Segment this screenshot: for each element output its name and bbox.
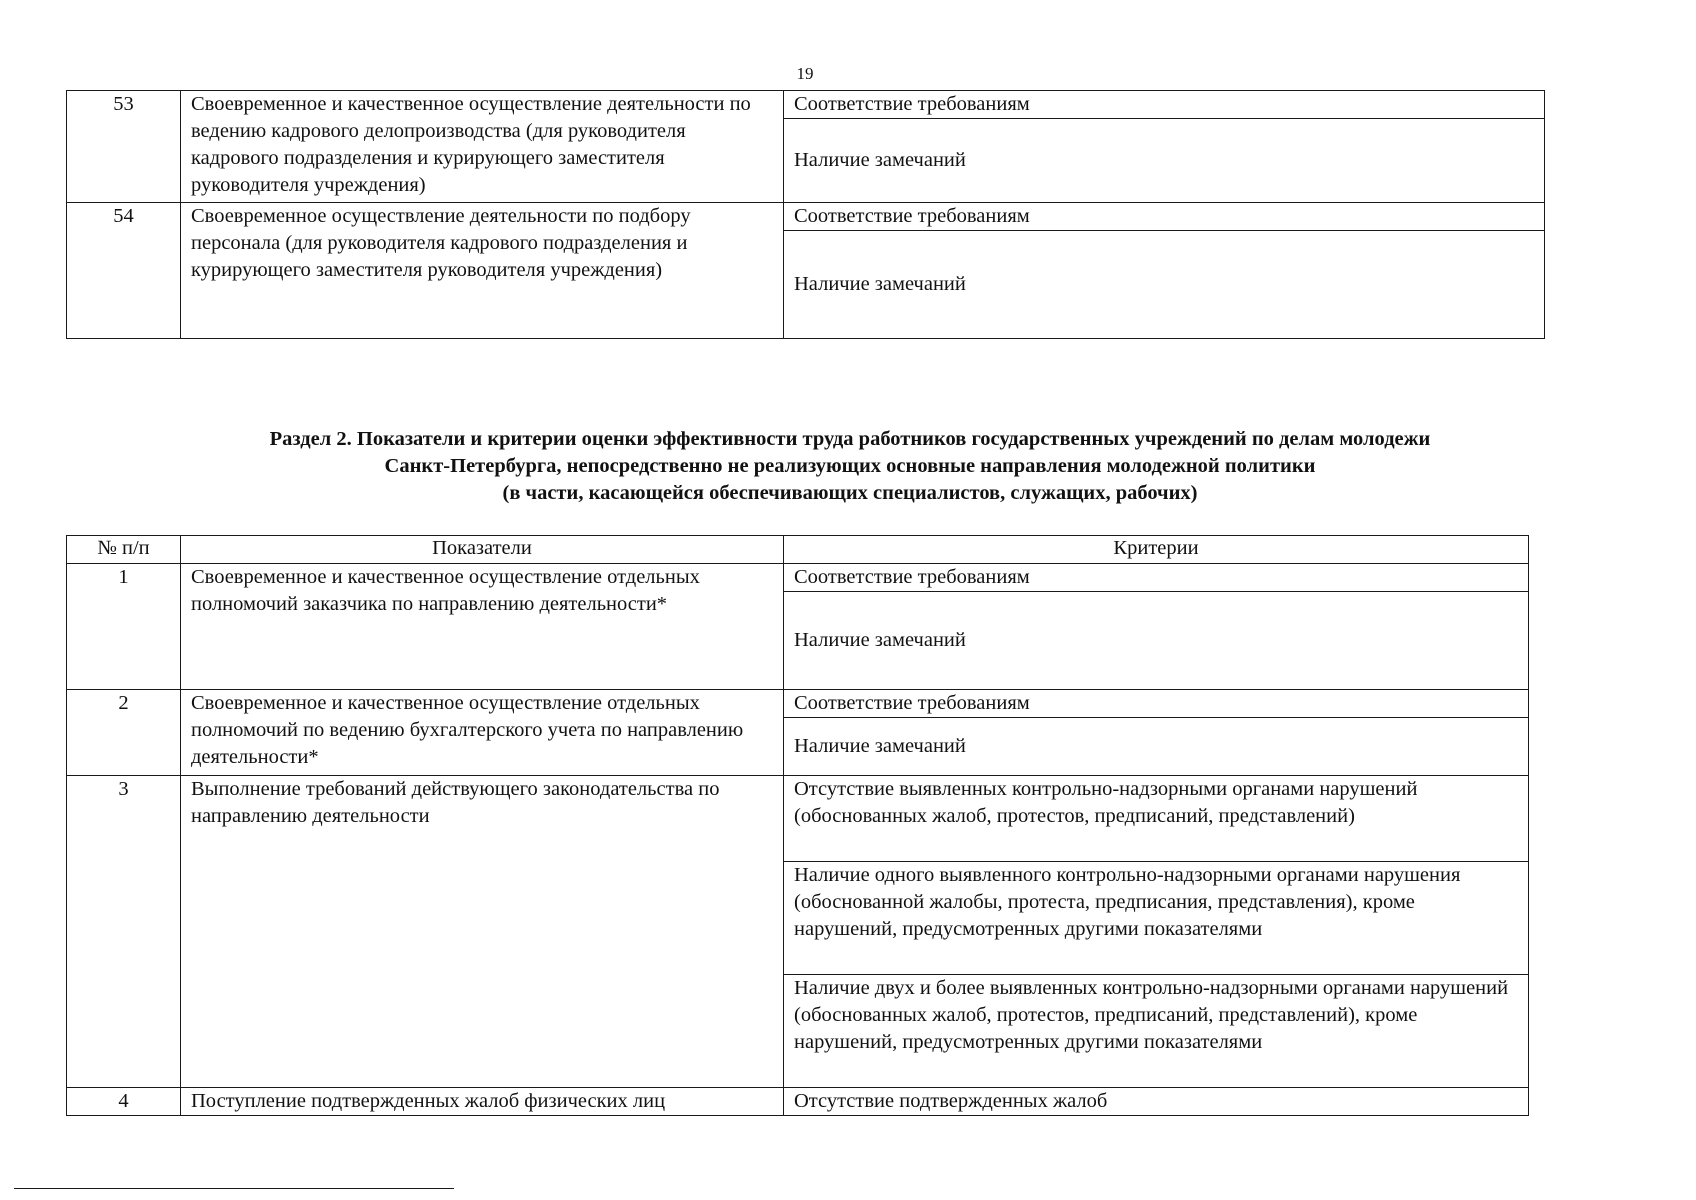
table-row	[67, 690, 1529, 718]
table-row	[67, 776, 1529, 862]
table-header-row	[67, 536, 1529, 564]
row-number: 2	[67, 690, 181, 776]
criterion-text: Наличие одного выявленного контрольно-надзорными органами нарушения (обоснованной жалобы, протеста, предписания, представления), кроме нарушений, предусмотренных другими показателями	[784, 862, 1529, 975]
table-row	[67, 1088, 1529, 1116]
column-header-indicators: Показатели	[181, 536, 784, 564]
row-number: 1	[67, 564, 181, 690]
indicator-text: Своевременное осуществление деятельности по подбору персонала (для руководителя кадрового подразделения и курирующего заместителя руководителя учреждения)	[181, 203, 784, 339]
continued-indicators-table	[66, 90, 1545, 339]
page-number: 19	[796, 64, 814, 83]
criterion-text: Соответствие требованиям	[784, 564, 1529, 592]
section-title-line: Санкт-Петербурга, непосредственно не реализующих основные направления молодежной политики	[384, 455, 1316, 477]
column-header-number: № п/п	[67, 536, 181, 564]
table-row	[67, 91, 1545, 119]
criterion-text: Наличие замечаний	[784, 119, 1545, 203]
criterion-text: Наличие замечаний	[784, 718, 1529, 776]
row-number: 3	[67, 776, 181, 1088]
section-title-line: Раздел 2. Показатели и критерии оценки эффективности труда работников государственных учреждений по делам молодежи	[269, 428, 1431, 450]
indicator-text: Своевременное и качественное осуществление отдельных полномочий по ведению бухгалтерского учета по направлению деятельности*	[181, 690, 784, 776]
row-number: 54	[67, 203, 181, 339]
table-row	[67, 564, 1529, 592]
criterion-text: Отсутствие выявленных контрольно-надзорными органами нарушений (обоснованных жалоб, протестов, предписаний, представлений)	[784, 776, 1529, 862]
table-row	[67, 203, 1545, 231]
criterion-text: Соответствие требованиям	[784, 91, 1545, 119]
footnote-separator	[14, 1188, 454, 1189]
criterion-text: Наличие замечаний	[784, 592, 1529, 690]
criterion-text: Наличие замечаний	[784, 231, 1545, 339]
indicator-text: Своевременное и качественное осуществление деятельности по ведению кадрового делопроизводства (для руководителя кадрового подразделения и курирующего заместителя руководителя учреждения)	[181, 91, 784, 203]
criterion-text: Наличие двух и более выявленных контрольно-надзорными органами нарушений (обоснованных жалоб, протестов, предписаний, представлений), кроме нарушений, предусмотренных другими показателями	[784, 975, 1529, 1088]
criterion-text: Отсутствие подтвержденных жалоб	[784, 1088, 1529, 1116]
column-header-criteria: Критерии	[784, 536, 1529, 564]
criterion-text: Соответствие требованиям	[784, 203, 1545, 231]
indicator-text: Выполнение требований действующего законодательства по направлению деятельности	[181, 776, 784, 1088]
indicator-text: Поступление подтвержденных жалоб физических лиц	[181, 1088, 784, 1116]
section-title-line: (в части, касающейся обеспечивающих специалистов, служащих, рабочих)	[502, 482, 1198, 504]
indicator-text: Своевременное и качественное осуществление отдельных полномочий заказчика по направлению деятельности*	[181, 564, 784, 690]
section-2-indicators-table	[66, 535, 1529, 1116]
row-number: 53	[67, 91, 181, 203]
row-number: 4	[67, 1088, 181, 1116]
criterion-text: Соответствие требованиям	[784, 690, 1529, 718]
section-title	[100, 426, 1600, 507]
